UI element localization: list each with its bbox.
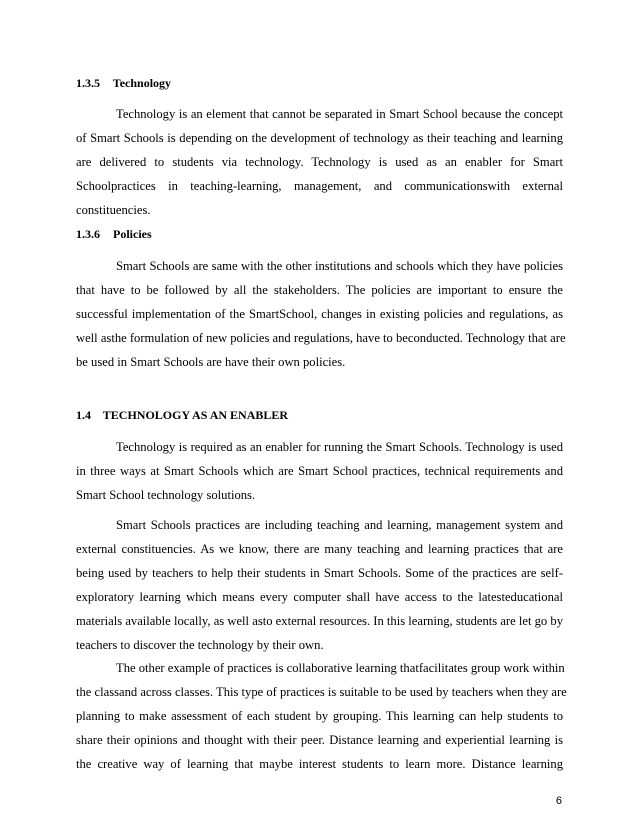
text-line: Smart Schools practices are including teaching and learning, management system and (116, 518, 563, 532)
text-line: be used in Smart Schools are have their own policies. (76, 355, 346, 369)
section-number: 1.3.5 (76, 76, 100, 90)
text-line: The other example of practices is collaborative learning thatfacilitates group work within (116, 661, 565, 675)
section-title: Policies (113, 227, 152, 241)
section-heading-1-3-6 (76, 227, 152, 242)
paragraph (76, 656, 567, 776)
paragraph (76, 435, 563, 507)
text-line: are delivered to students via technology. Technology is used as an enabler for Smart (76, 155, 563, 169)
section-heading-1-4 (76, 408, 288, 423)
text-line: planning to make assessment of each student by grouping. This learning can help students to (76, 709, 563, 723)
text-line: constituencies. (76, 203, 151, 217)
text-line: the classand across classes. This type of practices is suitable to be used by teachers when they are (76, 685, 567, 699)
text-line: in three ways at Smart Schools which are Smart School practices, technical requirements and (76, 464, 563, 478)
paragraph (76, 102, 563, 222)
text-line: Schoolpractices in teaching-learning, management, and communicationswith external (76, 179, 563, 193)
paragraph (76, 254, 566, 374)
text-line: exploratory learning which means every computer shall have access to the latesteducational (76, 590, 563, 604)
text-line: being used by teachers to help their students in Smart Schools. Some of the practices are self- (76, 566, 563, 580)
text-line: Technology is an element that cannot be separated in Smart School because the concept (116, 107, 563, 121)
text-line: Smart Schools are same with the other institutions and schools which they have policies (116, 259, 563, 273)
text-line: well asthe formulation of new policies and regulations, have to beconducted. Technology that are (76, 331, 566, 345)
text-line: Technology is required as an enabler for running the Smart Schools. Technology is used (116, 440, 563, 454)
text-line: external constituencies. As we know, there are many teaching and learning practices that are (76, 542, 563, 556)
text-line: Smart School technology solutions. (76, 488, 256, 502)
section-title: TECHNOLOGY AS AN ENABLER (102, 408, 289, 422)
page-number: 6 (555, 795, 562, 807)
text-line: that have to be followed by all the stakeholders. The policies are important to ensure the (76, 283, 563, 297)
text-line: materials available locally, as well asto external resources. In this learning, students are let go by (76, 614, 563, 628)
text-line: the creative way of learning that maybe interest students to learn more. Distance learning (76, 757, 563, 771)
paragraph (76, 513, 563, 657)
text-line: successful implementation of the SmartSchool, changes in existing policies and regulations, as (76, 307, 563, 321)
text-line: teachers to discover the technology by their own. (76, 638, 324, 652)
section-number: 1.3.6 (76, 227, 100, 241)
text-line: share their opinions and thought with their peer. Distance learning and experiential learning is (76, 733, 563, 747)
section-heading-1-3-5 (76, 76, 171, 91)
section-title: Technology (112, 76, 172, 90)
section-number: 1.4 (76, 408, 91, 422)
text-line: of Smart Schools is depending on the development of technology as their teaching and learning (76, 131, 563, 145)
